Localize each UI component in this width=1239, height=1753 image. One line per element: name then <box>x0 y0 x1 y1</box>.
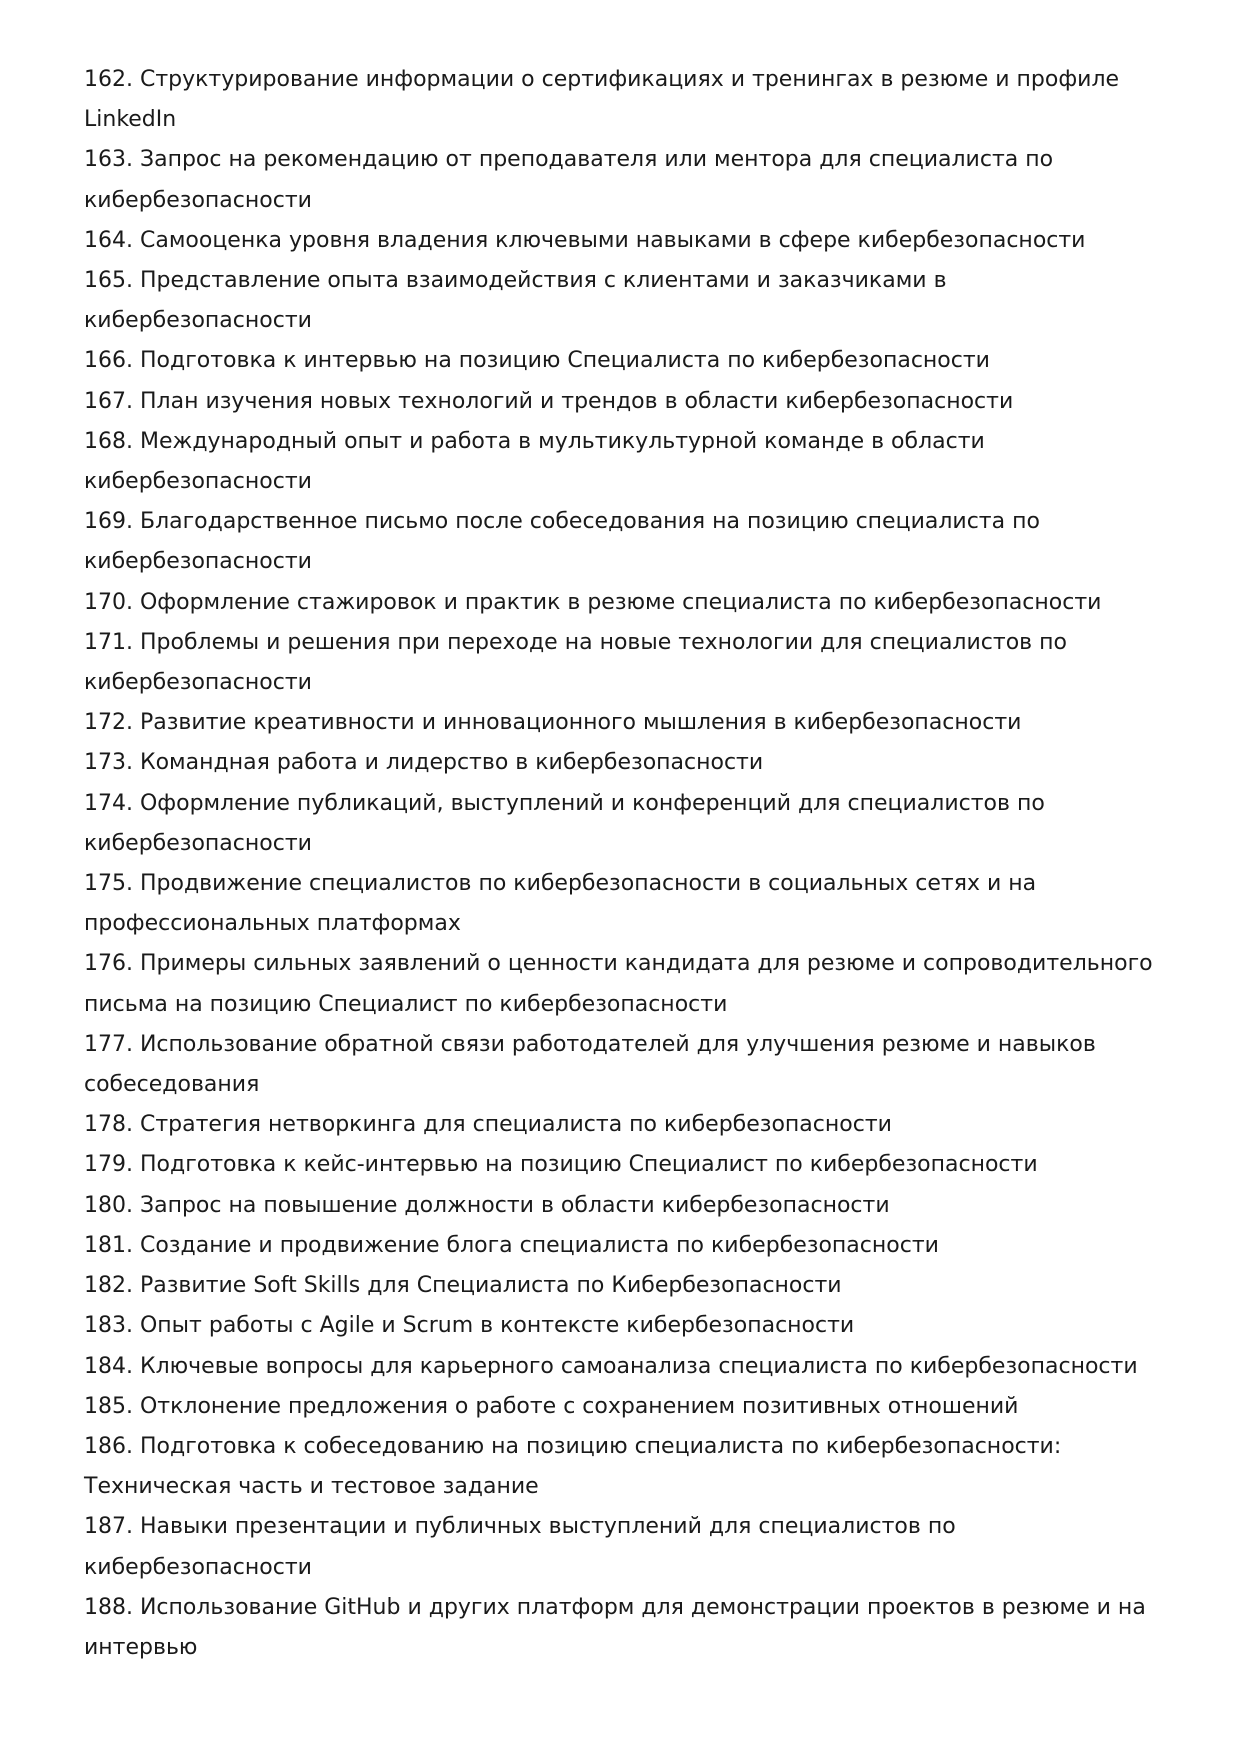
list-item: 180. Запрос на повышение должности в области кибербезопасности <box>84 1192 890 1218</box>
list-item: 187. Навыки презентации и публичных выступлений для специалистов по кибербезопасности <box>84 1514 956 1580</box>
list-item: 182. Развитие Soft Skills для Специалиста по Кибербезопасности <box>84 1273 842 1299</box>
list-item: 167. План изучения новых технологий и трендов в области кибербезопасности <box>84 388 1014 414</box>
list-item: 181. Создание и продвижение блога специалиста по кибербезопасности <box>84 1232 939 1258</box>
list-item: 188. Использование GitHub и других платформ для демонстрации проектов в резюме и на интервью <box>84 1594 1146 1660</box>
list-item: 165. Представление опыта взаимодействия с клиентами и заказчиками в кибербезопасности <box>84 268 947 334</box>
list-item: 177. Использование обратной связи работодателей для улучшения резюме и навыков собеседования <box>84 1031 1096 1098</box>
list-item: 169. Благодарственное письмо после собеседования на позицию специалиста по кибербезопасности <box>84 509 1040 575</box>
list-item: 175. Продвижение специалистов по кибербезопасности в социальных сетях и на профессиональных платформах <box>84 871 1037 937</box>
list-item: 172. Развитие креативности и инновационного мышления в кибербезопасности <box>84 710 1022 736</box>
list-item: 166. Подготовка к интервью на позицию Специалиста по кибербезопасности <box>84 348 990 374</box>
list-item: 185. Отклонение предложения о работе с сохранением позитивных отношений <box>84 1393 1019 1419</box>
list-item: 163. Запрос на рекомендацию от преподавателя или ментора для специалиста по кибербезопасности <box>84 147 1054 213</box>
list-item: 179. Подготовка к кейс-интервью на позицию Специалист по кибербезопасности <box>84 1152 1038 1178</box>
list-item: 168. Международный опыт и работа в мультикультурной команде в области кибербезопасности <box>84 428 985 495</box>
list-item: 183. Опыт работы с Agile и Scrum в контексте кибербезопасности <box>84 1313 855 1339</box>
topic-list <box>84 60 1174 1668</box>
list-item: 164. Самооценка уровня владения ключевыми навыками в сфере кибербезопасности <box>84 227 1086 253</box>
list-item: 186. Подготовка к собеседованию на позицию специалиста по кибербезопасности: Техническая часть и тестовое задание <box>84 1433 1062 1500</box>
list-item: 173. Командная работа и лидерство в кибербезопасности <box>84 750 764 776</box>
list-item: 178. Стратегия нетворкинга для специалиста по кибербезопасности <box>84 1112 892 1138</box>
list-item: 176. Примеры сильных заявлений о ценности кандидата для резюме и сопроводительного письма на позицию Специалист по кибербезопасности <box>84 951 1153 1017</box>
list-item: 184. Ключевые вопросы для карьерного самоанализа специалиста по кибербезопасности <box>84 1353 1138 1379</box>
list-item: 162. Структурирование информации о сертификациях и тренингах в резюме и профиле LinkedIn <box>84 67 1120 133</box>
list-item: 174. Оформление публикаций, выступлений и конференций для специалистов по кибербезопасности <box>84 790 1045 856</box>
list-item: 170. Оформление стажировок и практик в резюме специалиста по кибербезопасности <box>84 589 1102 615</box>
list-item: 171. Проблемы и решения при переходе на новые технологии для специалистов по кибербезопасности <box>84 629 1067 696</box>
